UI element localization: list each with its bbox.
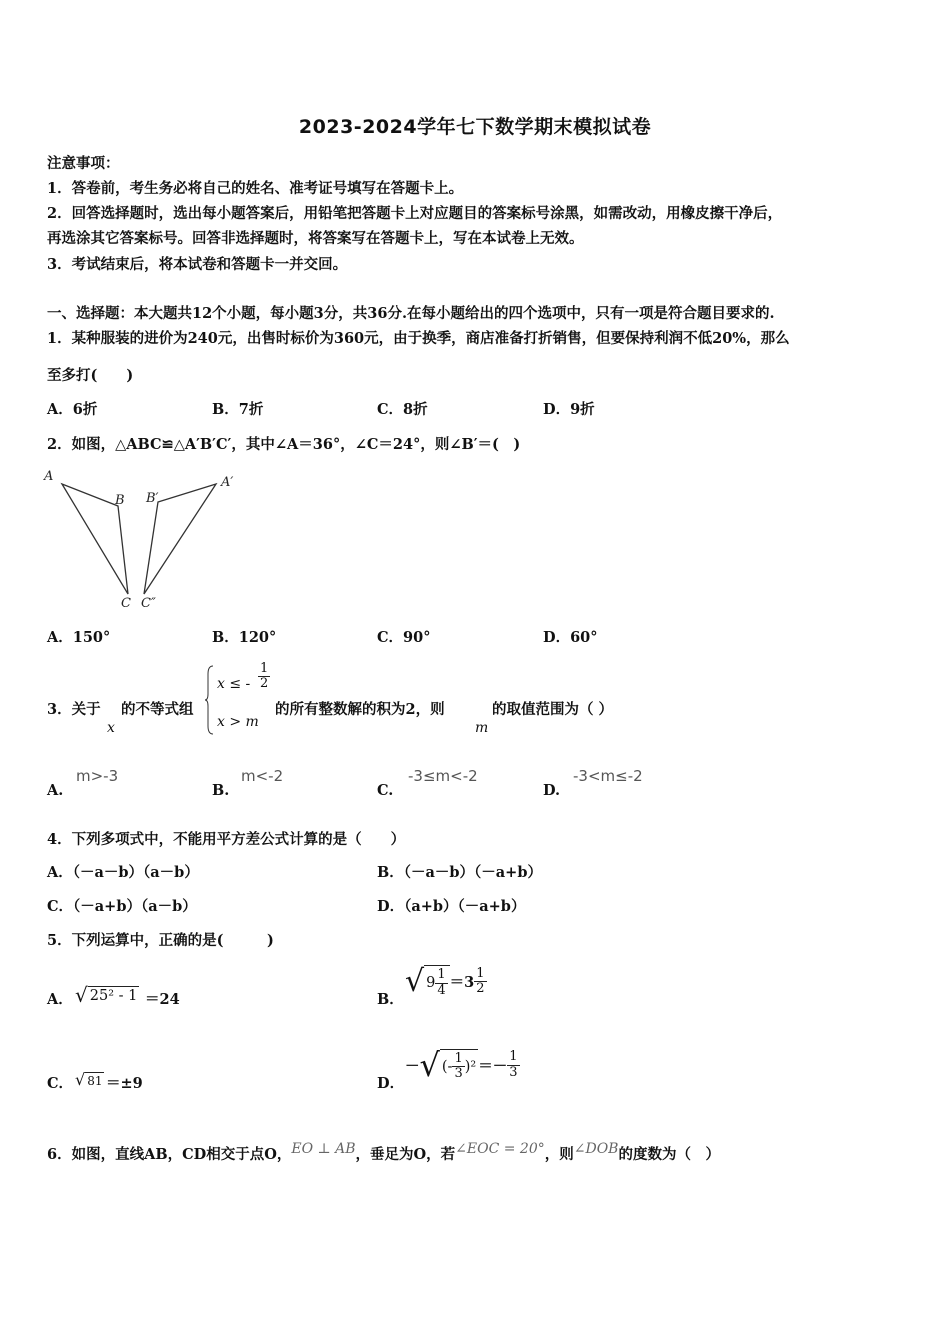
q5-d-rden: 3	[509, 1064, 518, 1080]
q3-end: 的取值范围为（ ）	[492, 701, 614, 718]
q5-option-b-label: B．	[377, 991, 404, 1008]
notice-item-2: 2．回答选择题时，选出每小题答案后，用铅笔把答题卡上对应题目的答案标号涂黑，如需改动，用橡皮擦干净后，	[47, 205, 783, 222]
q5-d-num: 1	[454, 1050, 463, 1066]
q5-d-eq: ＝－	[478, 1057, 508, 1075]
q6-part2: ，垂足为O，若	[355, 1146, 456, 1163]
q2-option-a: A．150°	[47, 629, 111, 646]
q4-option-d: D．（a+b）（－a+b）	[377, 898, 526, 915]
q3-option-a-letter: A.	[47, 782, 64, 799]
q5-d-close: )²	[464, 1058, 477, 1075]
q4-option-b: B．（－a－b）（－a+b）	[377, 864, 542, 881]
q3-system-line2: x > m	[217, 714, 259, 730]
q5-option-b-expr: √ 9 $\frac{1}{4}$ ＝3 $\frac{1}{2}$	[405, 964, 485, 999]
q2-option-c: C．90°	[377, 629, 431, 646]
q3-mid: 的不等式组	[121, 701, 194, 718]
page-title: 2023-2024学年七下数学期末模拟试卷	[298, 116, 652, 138]
q6-part3: ，则	[544, 1146, 574, 1163]
q5-stem: 5．下列运算中，正确的是( )	[47, 932, 274, 949]
q3-var-x: x	[107, 720, 115, 736]
q3-sys-frac-num: 1	[260, 661, 269, 676]
q6-part4: 的度数为（ ）	[618, 1146, 720, 1163]
q5-option-c-result: ＝±9	[106, 1075, 143, 1092]
q5-option-d-label: D．	[377, 1075, 405, 1092]
q3-option-d-expr: -3<m≤-2	[573, 767, 643, 785]
q2-option-b: B．120°	[212, 629, 277, 646]
q3-option-c-expr: -3≤m<-2	[408, 767, 478, 785]
label-b: B	[115, 493, 125, 508]
q4-option-c: C．（－a+b）（a－b）	[47, 898, 197, 915]
q3-brace	[205, 664, 215, 736]
q3-system-line1	[217, 676, 250, 692]
q5-d-den: 3	[454, 1066, 463, 1081]
q1-option-c: C．8折	[377, 401, 428, 418]
q1-stem-line2: 至多打( )	[47, 367, 134, 384]
q5-b-den: 4	[437, 982, 446, 998]
q1-option-d: D．9折	[543, 401, 595, 418]
q5-d-minus: －	[405, 1057, 420, 1075]
q5-d-open: (-	[441, 1058, 453, 1075]
q5-b-rden: 2	[476, 981, 485, 996]
section-heading: 一、选择题：本大题共12个小题，每小题3分，共36分.在每小题给出的四个选项中，只有一项是符合题目要求的.	[47, 305, 775, 322]
q3-option-a-expr: m>-3	[76, 767, 119, 785]
q2-stem: 2．如图，△ABC≌△A′B′C′，其中∠A＝36°，∠C＝24°，则∠B′＝( )	[47, 436, 521, 453]
q5-option-a-result: ＝24	[145, 991, 180, 1008]
notice-heading: 注意事项：	[47, 155, 120, 172]
q1-option-b: B．7折	[212, 401, 264, 418]
q2-triangle-figure	[40, 462, 250, 612]
q5-option-c-sqrt: √ 81	[75, 1070, 103, 1089]
label-c-double-prime: C″	[141, 596, 156, 611]
notice-item-1: 1．答卷前，考生务必将自己的姓名、准考证号填写在答题卡上。	[47, 180, 464, 197]
q3-option-d-letter: D.	[543, 782, 561, 799]
label-a-prime: A′	[221, 475, 234, 490]
label-a: A	[44, 469, 54, 484]
q5-c-radicand: 81	[87, 1073, 103, 1088]
q5-d-rnum: 1	[509, 1049, 518, 1065]
notice-item-2-cont: 再选涂其它答案标号。回答非选择题时，将答案写在答题卡上，写在本试卷上无效。	[47, 230, 584, 247]
q6-eq2: ∠EOC = 20°	[455, 1141, 545, 1157]
q5-a-radicand: 25² - 1	[89, 988, 138, 1004]
notice-item-3: 3．考试结束后，将本试卷和答题卡一并交回。	[47, 256, 348, 273]
q5-option-d-expr: － √ (- $\frac{1}{3}$ )² ＝－ $\frac{1}{3}$	[405, 1046, 518, 1084]
label-b-prime: B′	[146, 491, 159, 506]
q5-option-a-label: A．	[47, 991, 73, 1008]
q1-stem-line1: 1．某种服装的进价为240元，出售时标价为360元，由于换季，商店准备打折销售，但要保持利润不低20%，那么	[47, 330, 790, 347]
q3-sys-fraction	[258, 662, 270, 692]
q5-b-rnum: 1	[476, 965, 485, 981]
q3-suffix: 的所有整数解的积为2，则	[275, 701, 445, 718]
q4-stem: 4．下列多项式中，不能用平方差公式计算的是（ ）	[47, 831, 406, 848]
q1-option-a: A．6折	[47, 401, 98, 418]
q5-b-num: 1	[437, 967, 446, 983]
q3-var-m: m	[475, 720, 489, 736]
q3-prefix: 3．关于	[47, 701, 101, 718]
q6-eq1: EO ⊥ AB	[291, 1141, 356, 1157]
q3-option-b-expr: m<-2	[241, 767, 284, 785]
q6-eq3: ∠DOB	[573, 1141, 619, 1157]
q6-stem	[47, 1143, 720, 1164]
q3-option-b-letter: B.	[212, 782, 230, 799]
q6-part1: 6．如图，直线AB，CD相交于点O，	[47, 1146, 292, 1163]
q4-option-a: A．（－a－b）（a－b）	[47, 864, 199, 881]
label-c: C	[121, 596, 131, 611]
q5-b-whole: 9	[426, 975, 436, 991]
q5-option-a-sqrt: √ 25² - 1	[75, 983, 138, 1007]
q2-option-d: D．60°	[543, 629, 598, 646]
q3-sys-frac-den: 2	[260, 676, 269, 692]
q5-b-eq: ＝3	[449, 974, 475, 991]
q3-option-c-letter: C.	[377, 782, 394, 799]
q5-option-c-label: C．	[47, 1075, 74, 1092]
q3-sys-line1-lhs: x ≤ -	[217, 676, 251, 692]
